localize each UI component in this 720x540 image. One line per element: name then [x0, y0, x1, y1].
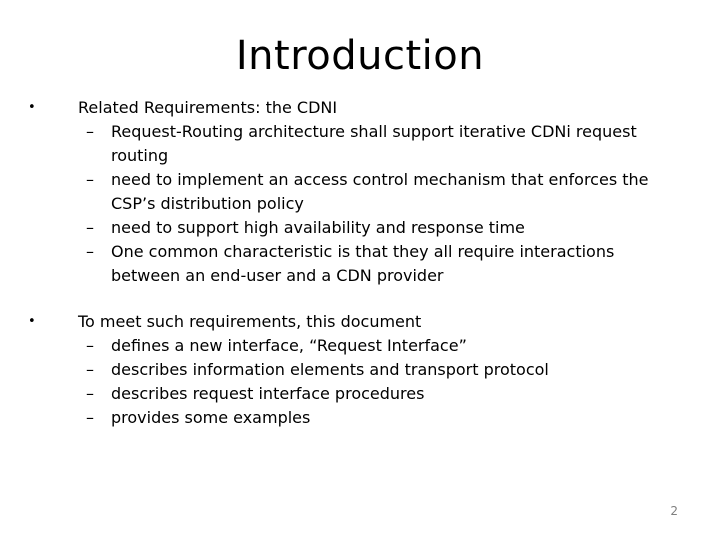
sub-item	[28, 382, 688, 406]
sub-item	[28, 120, 688, 168]
sub-marker: –	[86, 218, 94, 237]
sub-text: need to support high availability and response time	[111, 218, 525, 237]
sub-marker: –	[86, 242, 94, 261]
bullet-item	[28, 310, 688, 334]
sub-marker: –	[86, 384, 94, 403]
bullet-item	[28, 96, 688, 120]
bullet-group-1	[28, 96, 688, 288]
sub-text: One common characteristic is that they all require interactions between an end-user and a CDN provider	[111, 242, 615, 285]
sub-item	[28, 358, 688, 382]
sub-marker: –	[86, 122, 94, 141]
bullet-marker: •	[28, 100, 36, 115]
sub-text: need to implement an access control mechanism that enforces the CSP’s distribution policy	[111, 170, 649, 213]
sub-marker: –	[86, 336, 94, 355]
sub-text: describes information elements and transport protocol	[111, 360, 549, 379]
sub-marker: –	[86, 408, 94, 427]
bullet-text: Related Requirements: the CDNI	[78, 98, 338, 117]
slide-title: Introduction	[235, 33, 485, 79]
sub-text: describes request interface procedures	[111, 384, 425, 403]
sub-item	[28, 334, 688, 358]
sub-item	[28, 240, 688, 288]
slide-content	[28, 96, 688, 430]
sub-text: defines a new interface, “Request Interface”	[111, 336, 467, 355]
bullet-group-2	[28, 310, 688, 430]
sub-item	[28, 406, 688, 430]
bullet-marker: •	[28, 314, 36, 329]
sub-text: provides some examples	[111, 408, 311, 427]
page-number: 2	[670, 504, 678, 518]
sub-item	[28, 216, 688, 240]
bullet-text: To meet such requirements, this document	[78, 312, 422, 331]
sub-item	[28, 168, 688, 216]
sub-marker: –	[86, 360, 94, 379]
sub-marker: –	[86, 170, 94, 189]
sub-text: Request-Routing architecture shall support iterative CDNi request routing	[111, 122, 637, 165]
